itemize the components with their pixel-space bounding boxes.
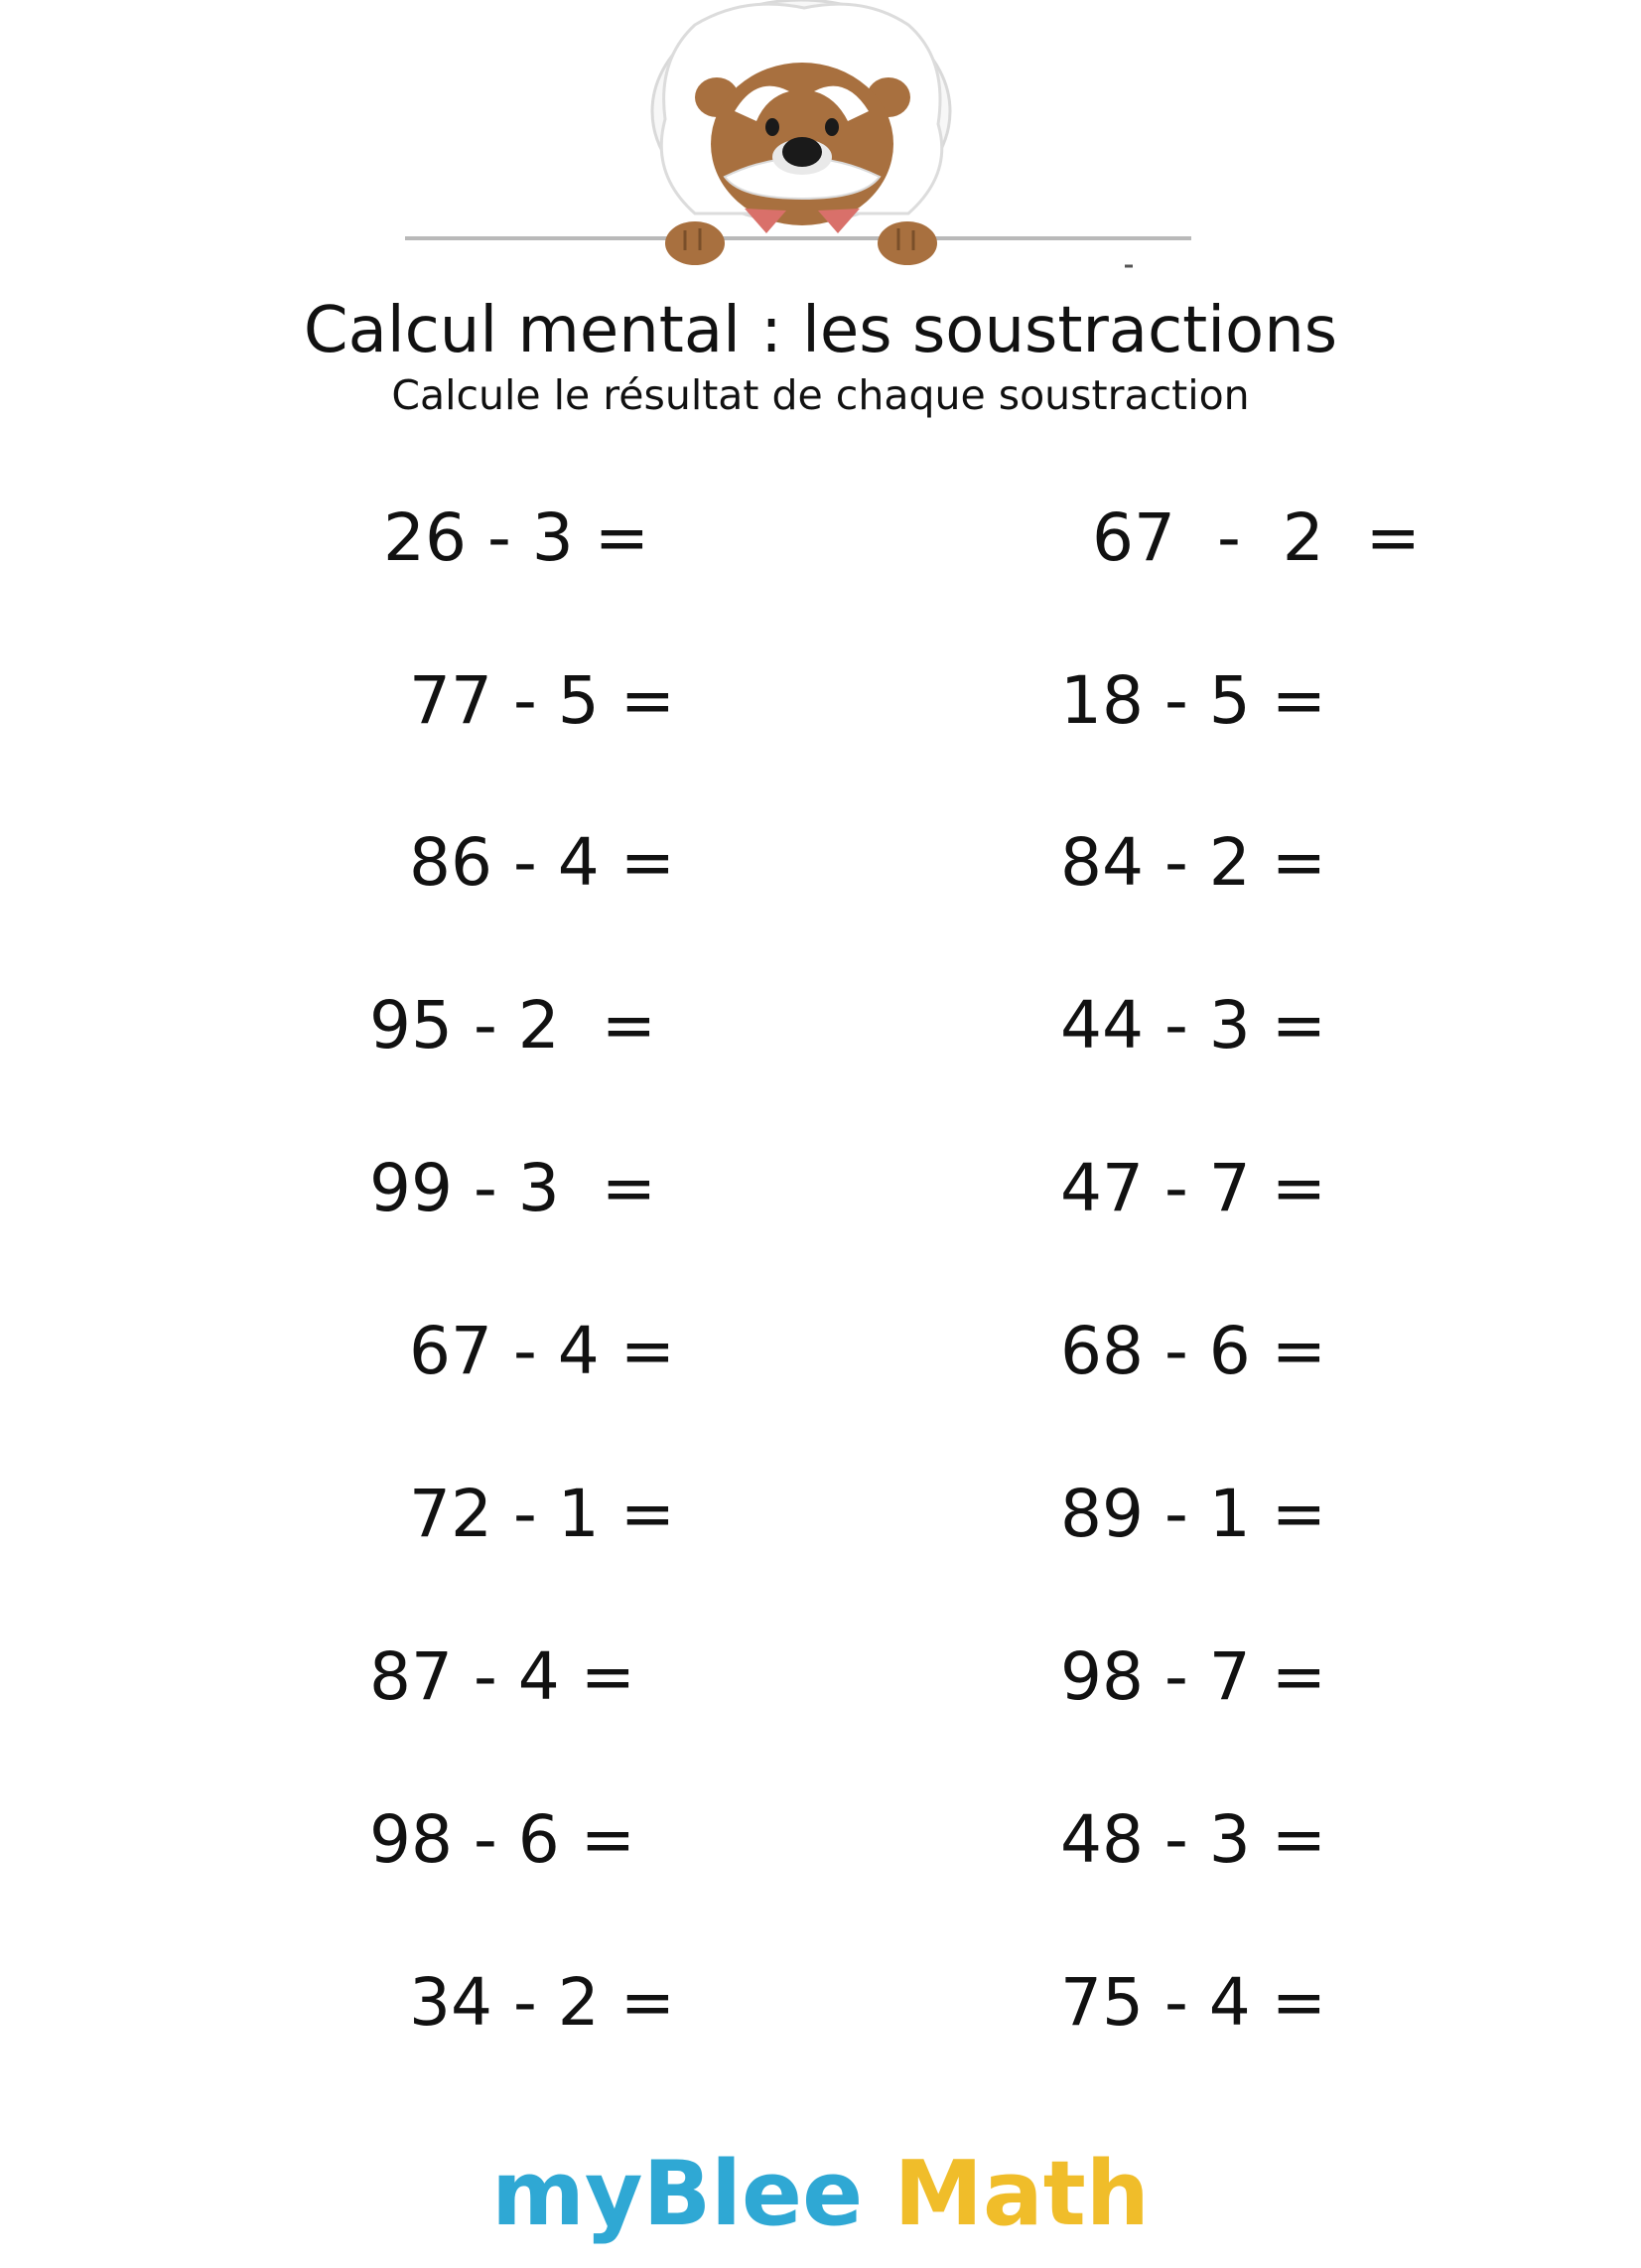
exercise-right-9: 48 - 3 =: [1060, 1801, 1327, 1878]
exercise-left-6: 67 - 4 =: [409, 1313, 676, 1389]
exercise-right-5: 47 - 7 =: [1060, 1150, 1327, 1226]
page-title: Calcul mental : les soustractions: [303, 294, 1338, 367]
brand-logo: [0, 2140, 1641, 2249]
exercise-left-3: 86 - 4 =: [409, 824, 676, 901]
exercise-right-10: 75 - 4 =: [1060, 1964, 1327, 2041]
exercise-left-7: 72 - 1 =: [409, 1476, 676, 1552]
exercise-left-1: 26 - 3 =: [383, 499, 650, 576]
lion-mascot-icon: [397, 0, 1221, 283]
brand-name-myblee: myBlee: [491, 2142, 864, 2246]
page-subtitle: Calcule le résultat de chaque soustraction: [391, 371, 1250, 419]
exercise-right-2: 18 - 5 =: [1060, 662, 1327, 739]
exercise-right-1: 67 - 2 =: [1092, 499, 1421, 576]
exercise-left-10: 34 - 2 =: [409, 1964, 676, 2041]
exercise-left-8: 87 - 4 =: [369, 1638, 636, 1715]
exercise-left-9: 98 - 6 =: [369, 1801, 636, 1878]
exercise-right-6: 68 - 6 =: [1060, 1313, 1327, 1389]
exercise-left-5: 99 - 3 =: [369, 1150, 657, 1226]
exercise-right-7: 89 - 1 =: [1060, 1476, 1327, 1552]
exercise-left-2: 77 - 5 =: [409, 662, 676, 739]
exercise-left-4: 95 - 2 =: [369, 987, 657, 1063]
exercise-right-8: 98 - 7 =: [1060, 1638, 1327, 1715]
brand-name-math: Math: [893, 2142, 1150, 2246]
exercise-right-4: 44 - 3 =: [1060, 987, 1327, 1063]
exercise-right-3: 84 - 2 =: [1060, 824, 1327, 901]
